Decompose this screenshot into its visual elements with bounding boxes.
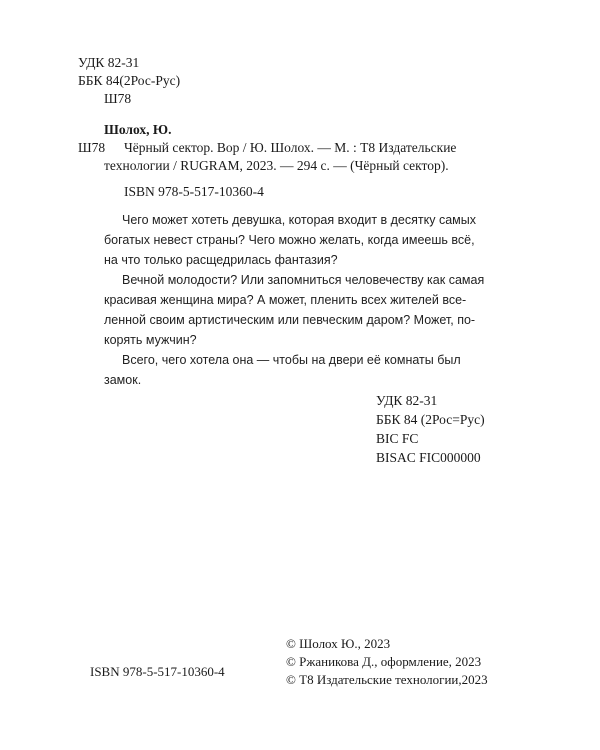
annotation-line: корять мужчин? xyxy=(104,333,197,347)
isbn-top: ISBN 978-5-517-10360-4 xyxy=(124,184,264,199)
bbk-code: ББК 84(2Рос-Рус) xyxy=(78,73,181,88)
bib-author-mark: Ш78 xyxy=(78,140,106,155)
copyright-publisher: © Т8 Издательские технологии,2023 xyxy=(286,672,488,687)
bib-description-line-1: Чёрный сектор. Вор / Ю. Шолох. — М. : Т8 Издательские xyxy=(124,140,457,155)
annotation-line: богатых невест страны? Чего можно желать, когда имеешь всё, xyxy=(104,233,475,247)
copyright-design: © Ржаникова Д., оформление, 2023 xyxy=(286,654,482,669)
annotation-line: Чего может хотеть девушка, которая входит в десятку самых xyxy=(122,213,476,227)
annotation-line: Всего, чего хотела она — чтобы на двери её комнаты был xyxy=(122,353,461,367)
author-name: Шолох, Ю. xyxy=(104,122,172,137)
bbk-right: ББК 84 (2Рос=Рус) xyxy=(376,412,485,427)
bic-code: BIC FC xyxy=(376,431,419,446)
udk-right: УДК 82-31 xyxy=(376,393,438,408)
annotation-line: красивая женщина мира? А может, пленить всех жителей все- xyxy=(104,293,467,307)
bib-description-line-2: технологии / RUGRAM, 2023. — 294 с. — (Чёрный сектор). xyxy=(104,158,449,173)
annotation-line: ленной своим артистическим или певческим даром? Может, по- xyxy=(104,313,476,327)
annotation-line: Вечной молодости? Или запомниться человечеству как самая xyxy=(122,273,485,287)
copyright-author: © Шолох Ю., 2023 xyxy=(286,636,391,651)
bisac-code: BISAC FIC000000 xyxy=(376,450,481,465)
isbn-bottom: ISBN 978-5-517-10360-4 xyxy=(90,664,225,679)
author-mark: Ш78 xyxy=(104,91,132,106)
udk-code: УДК 82-31 xyxy=(78,55,140,70)
annotation-line: замок. xyxy=(104,373,142,387)
annotation-line: на что только расщедрилась фантазия? xyxy=(104,253,338,267)
